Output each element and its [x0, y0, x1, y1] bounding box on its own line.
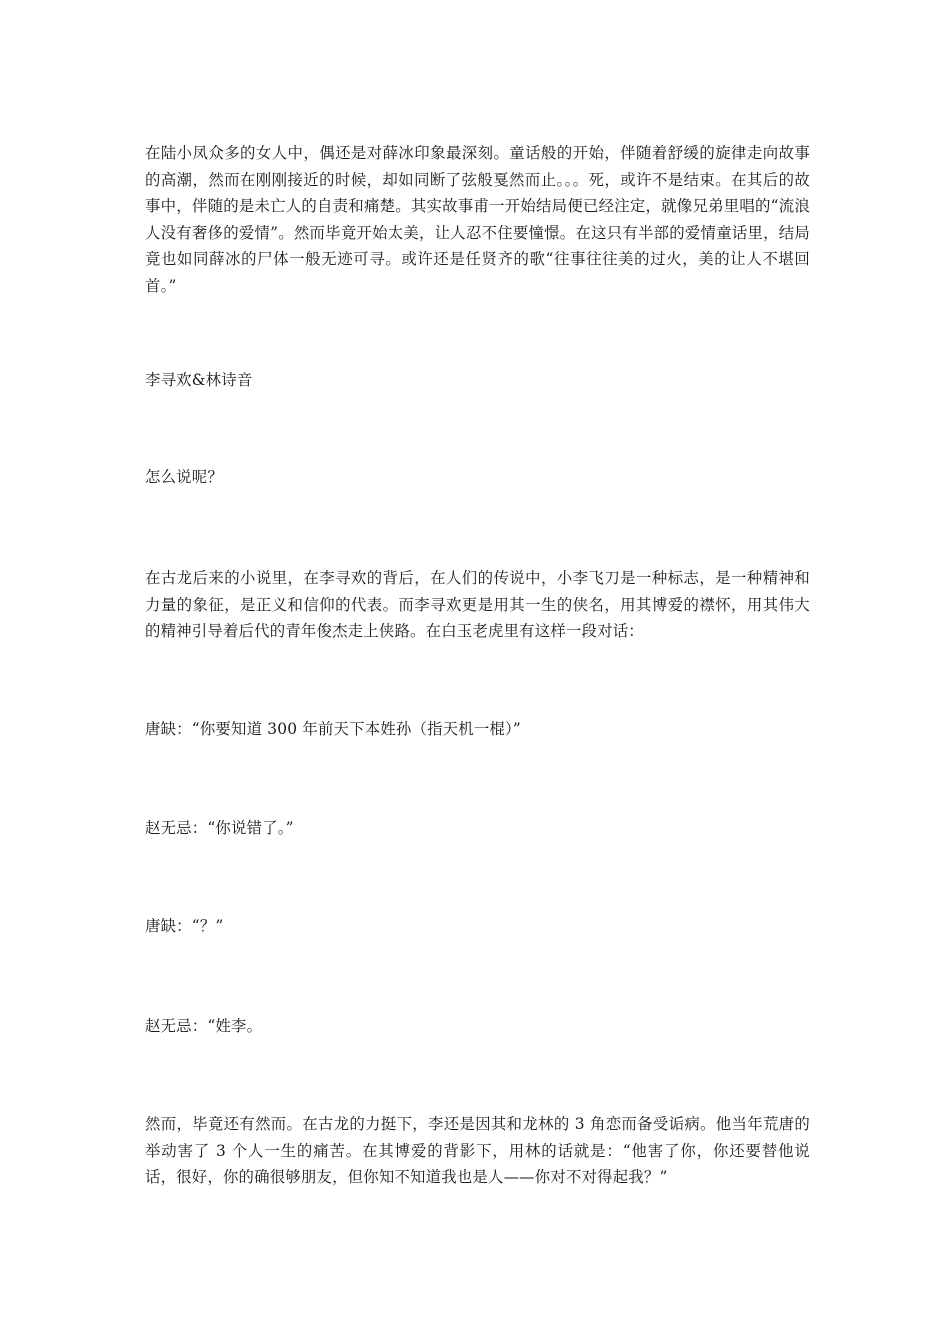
paragraph-question: 怎么说呢？ [145, 468, 223, 486]
dialogue-line: 赵无忌：“姓李。 [145, 1017, 263, 1035]
paragraph-li-xunhuan: 在古龙后来的小说里，在李寻欢的背后，在人们的传说中，小李飞刀是一种标志，是一种精神和力量的象征，是正义和信仰的代表。而李寻欢更是用其一生的侠名，用其博爱的襟怀，用其伟大的精神引导着后代的青年俊杰走上侠路。在白玉老虎里有这样一段对话： [145, 569, 810, 640]
section-heading: 李寻欢&林诗音 [145, 371, 253, 389]
dialogue-line: 赵无忌：“你说错了。” [145, 819, 294, 837]
paragraph-xue-bing: 在陆小凤众多的女人中，偶还是对薛冰印象最深刻。童话般的开始，伴随着舒缓的旋律走向故事的高潮，然而在刚刚接近的时候，却如同断了弦般戛然而止。。。死，或许不是结束。在其后的故事中，伴随的是未亡人的自责和痛楚。其实故事甫一开始结局便已经注定，就像兄弟里唱的“流浪人没有奢侈的爱情”。然而毕竟开始太美，让人忍不住要憧憬。在这只有半部的爱情童话里，结局竟也如同薛冰的尸体一般无迹可寻。或许还是任贤齐的歌“往事往往美的过火，美的让人不堪回首。” [145, 144, 810, 295]
paragraph-however: 然而，毕竟还有然而。在古龙的力挺下，李还是因其和龙林的 3 角恋而备受诟病。他当年荒唐的举动害了 3 个人一生的痛苦。在其博爱的背影下，用林的话就是：“他害了你，你还要替他说话，很好，你的确很够朋友，但你知不知道我也是人——你对不对得起我？” [145, 1115, 810, 1186]
dialogue-line: 唐缺：“你要知道 300 年前天下本姓孙（指天机一棍）” [145, 720, 522, 738]
dialogue-line: 唐缺：“？” [145, 917, 224, 935]
